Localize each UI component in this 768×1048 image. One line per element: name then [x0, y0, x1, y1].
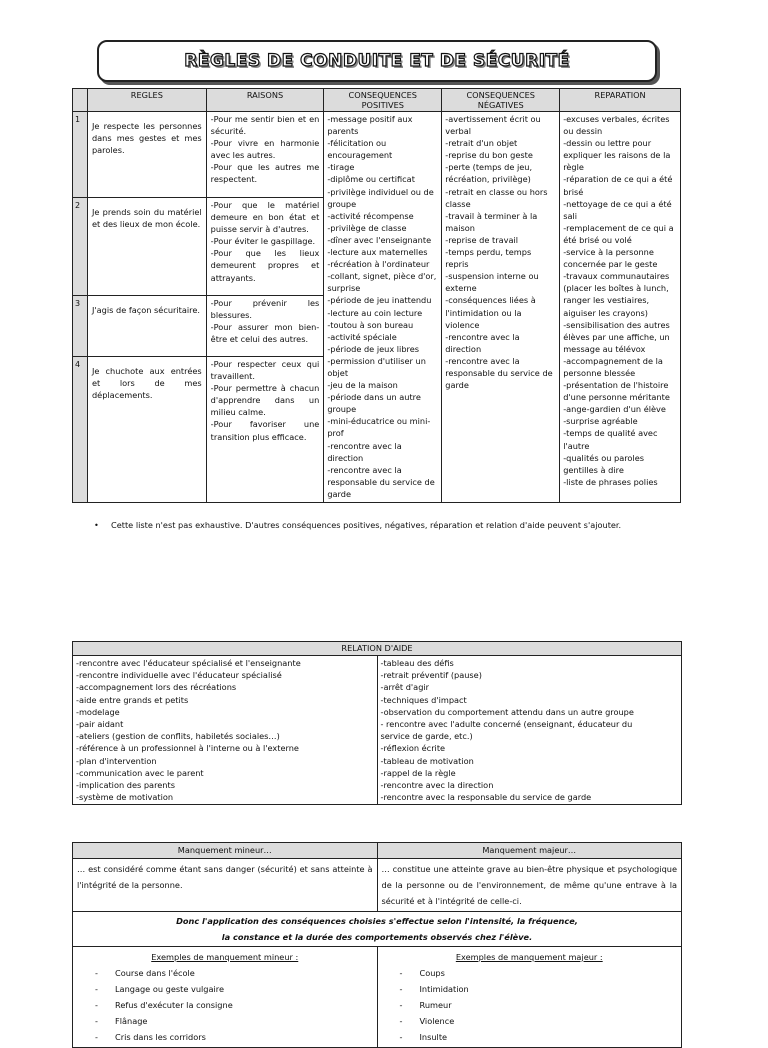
list-item: verbal — [445, 126, 471, 137]
list-item: responsable du service de — [445, 367, 553, 378]
example-item — [77, 965, 373, 981]
rule-reasons — [206, 296, 324, 357]
list-item: -rappel de la règle — [380, 767, 456, 778]
header-raisons: RAISONS — [206, 89, 324, 112]
rule-number: 1 — [73, 112, 88, 198]
example-item — [382, 981, 678, 997]
rule-row-1 — [73, 112, 681, 198]
list-item: -retrait d'un objet — [445, 138, 518, 149]
dash-icon: - — [399, 1016, 403, 1026]
list-item: service de garde, etc.) — [380, 731, 473, 742]
list-item: -retrait en classe ou hors — [445, 186, 548, 197]
example-text: Refus d'exécuter la consigne — [115, 1000, 233, 1010]
list-item: garde — [445, 380, 469, 391]
dash-icon: - — [399, 968, 403, 978]
major-definition: … constitue une atteinte grave au bien-être physique et psychologique de la personne ou de l'environnement, de même qu'une entrave à la sécurité et à l'intégrité de celle-ci. — [377, 859, 682, 912]
list-item: repris — [445, 259, 469, 270]
list-item: -travail à terminer à la — [445, 210, 538, 221]
reason-line: -Pour respecter ceux qui travaillent. — [210, 359, 320, 382]
list-item: -jeu de la maison — [327, 380, 398, 391]
relation-aide-header: RELATION D'AIDE — [73, 642, 682, 656]
list-item: l'autre — [563, 440, 590, 451]
reason-line: -Pour que les lieux demeurent propres et attrayants. — [210, 248, 320, 283]
exhaustive-note — [94, 518, 684, 533]
list-item: -plan d'intervention — [76, 755, 157, 766]
title-banner — [97, 40, 657, 82]
list-item: -temps perdu, temps — [445, 247, 532, 258]
list-item: -permission d'utiliser un — [327, 355, 426, 366]
example-item — [77, 997, 373, 1013]
list-item: -qualités ou paroles — [563, 452, 644, 463]
list-item: direction — [445, 343, 482, 354]
example-item — [382, 965, 678, 981]
list-item: -message positif aux — [327, 114, 413, 124]
list-item: sali — [563, 210, 578, 221]
rule-number: 3 — [73, 296, 88, 357]
example-text: Coups — [419, 968, 445, 978]
major-examples — [377, 947, 682, 1048]
list-item: -implication des parents — [76, 780, 175, 791]
list-item: -diplôme ou certificat — [327, 174, 415, 185]
list-item: -dîner avec l'enseignante — [327, 234, 432, 245]
rule-text: Je chuchote aux entrées et lors de mes déplacements. — [87, 357, 206, 503]
list-item: -collant, signet, pièce d'or, — [327, 271, 437, 282]
list-item: -mini-éducatrice ou mini- — [327, 416, 431, 427]
list-item: parents — [327, 126, 359, 137]
list-item: -rencontre individuelle avec l'éducateur spécialisé — [76, 670, 282, 681]
header-negatives: CONSEQUENCES NÉGATIVES — [442, 89, 560, 112]
list-item: externe — [445, 283, 477, 294]
list-item: -rencontre avec la responsable du service de garde — [380, 792, 592, 803]
list-item: -avertissement écrit ou — [445, 114, 541, 124]
list-item: - rencontre avec l'adulte concerné (enseignant, éducateur du — [380, 719, 633, 730]
rules-header-row — [73, 89, 681, 112]
list-item: -suspension interne ou — [445, 271, 539, 282]
dash-icon: - — [399, 1032, 403, 1042]
example-text: Course dans l'école — [115, 968, 195, 978]
rule-reasons — [206, 198, 324, 296]
list-item: -félicitation ou — [327, 138, 387, 149]
list-item: récréation, privilège) — [445, 174, 531, 185]
major-header: Manquement majeur… — [377, 843, 682, 859]
list-item: encouragement — [327, 150, 393, 161]
list-item: -nettoyage de ce qui a été — [563, 198, 672, 209]
list-item: surprise — [327, 283, 361, 294]
list-item: -récréation à l'ordinateur — [327, 259, 430, 270]
reparation-list — [560, 112, 681, 503]
list-item: -reprise de travail — [445, 234, 519, 245]
list-item: -lecture aux maternelles — [327, 247, 428, 258]
list-item: -arrêt d'agir — [380, 682, 430, 693]
list-item: -reprise du bon geste — [445, 150, 533, 161]
minor-examples-heading: Exemples de manquement mineur : — [151, 952, 299, 962]
list-item: -liste de phrases polies — [563, 476, 658, 487]
list-item: -tableau des défis — [380, 658, 454, 668]
list-item: groupe — [327, 404, 357, 415]
rules-table — [72, 88, 681, 503]
list-item: -période de jeu inattendu — [327, 295, 432, 306]
list-item: groupe — [327, 198, 357, 209]
list-item: -ateliers (gestion de conflits, habiletés sociales…) — [76, 731, 280, 742]
list-item: -conséquences liées à — [445, 295, 536, 306]
list-item: -réparation de ce qui a été — [563, 174, 673, 185]
relation-aide-table — [72, 641, 682, 805]
list-item: -accompagnement de la — [563, 355, 663, 366]
list-item: -période dans un autre — [327, 392, 421, 403]
list-item: -retrait préventif (pause) — [380, 670, 482, 681]
dash-icon: - — [95, 984, 98, 994]
reason-line: -Pour me sentir bien et en sécurité. — [210, 114, 320, 137]
dash-icon: - — [399, 1000, 403, 1010]
list-item: -service à la personne — [563, 247, 654, 258]
major-examples-heading: Exemples de manquement majeur : — [455, 952, 603, 962]
list-item: objet — [327, 367, 349, 378]
list-item: -remplacement de ce qui a — [563, 222, 674, 233]
list-item: violence — [445, 319, 480, 330]
list-item: prof — [327, 428, 344, 439]
dash-icon: - — [95, 1016, 98, 1026]
header-reparation: REPARATION — [560, 89, 681, 112]
reason-line: -Pour vivre en harmonie avec les autres. — [210, 138, 320, 161]
list-item: -perte (temps de jeu, — [445, 162, 533, 173]
list-item: -rencontre avec la — [327, 440, 402, 451]
list-item: l'intimidation ou la — [445, 307, 522, 318]
note-text: Cette liste n'est pas exhaustive. D'autres conséquences positives, négatives, réparation et relation d'aide peuvent s'ajouter. — [111, 520, 622, 530]
header-regles: REGLES — [87, 89, 206, 112]
reason-line: -Pour prévenir les blessures. — [210, 298, 320, 321]
header-positives: CONSEQUENCES POSITIVES — [324, 89, 442, 112]
example-item — [382, 997, 678, 1013]
relation-aide-right — [377, 656, 682, 805]
dash-icon: - — [95, 1000, 98, 1010]
example-text: Intimidation — [419, 984, 469, 994]
list-item: -activité spéciale — [327, 331, 397, 342]
rule-text: J'agis de façon sécuritaire. — [87, 296, 206, 357]
example-text: Violence — [419, 1016, 455, 1026]
list-item: -aide entre grands et petits — [76, 694, 189, 705]
list-item: -observation du comportement attendu dans un autre groupe — [380, 706, 634, 717]
list-item: classe — [445, 198, 471, 209]
list-item: -système de motivation — [76, 792, 174, 803]
example-item — [77, 1029, 373, 1045]
list-item: -activité récompense — [327, 210, 414, 221]
minor-examples — [73, 947, 378, 1048]
list-item: -travaux communautaires — [563, 271, 670, 282]
list-item: maison — [445, 222, 475, 233]
list-item: été brisé ou volé — [563, 234, 632, 245]
list-item: brisé — [563, 186, 584, 197]
list-item: -rencontre avec la — [445, 355, 520, 366]
list-item: -accompagnement lors des récréations — [76, 682, 237, 693]
example-text: Flânage — [115, 1016, 148, 1026]
rule-number: 2 — [73, 198, 88, 296]
relation-aide-left — [73, 656, 378, 805]
list-item: expliquer les raisons de la — [563, 150, 671, 161]
list-item: -privilège de classe — [327, 222, 407, 233]
reason-line: -Pour éviter le gaspillage. — [210, 236, 316, 247]
reason-line: -Pour favoriser une transition plus efficace. — [210, 419, 320, 442]
example-item — [382, 1029, 678, 1045]
dash-icon: - — [95, 968, 98, 978]
minor-definition: … est considéré comme étant sans danger (sécurité) et sans atteinte à l'intégrité de la personne. — [73, 859, 378, 912]
list-item: ou dessin — [563, 126, 603, 137]
list-item: direction — [327, 452, 364, 463]
list-item: message au télévox — [563, 343, 646, 354]
list-item: -lecture au coin lecture — [327, 307, 423, 318]
reason-line: -Pour permettre à chacun d'apprendre dans un milieu calme. — [210, 383, 320, 418]
list-item: ranger les vestiaires, — [563, 295, 650, 306]
list-item: -ange-gardien d'un élève — [563, 404, 666, 415]
number-header — [73, 89, 88, 112]
list-item: d'une personne méritante — [563, 392, 670, 403]
list-item: -excuses verbales, écrites — [563, 114, 670, 124]
list-item: (placer les boîtes à lunch, — [563, 283, 669, 294]
list-item: -rencontre avec l'éducateur spécialisé et l'enseignante — [76, 658, 301, 668]
list-item: -toutou à son bureau — [327, 319, 414, 330]
list-item: -dessin ou lettre pour — [563, 138, 652, 149]
manquement-table — [72, 842, 682, 1048]
list-item: personne blessée — [563, 367, 636, 378]
minor-header: Manquement mineur… — [73, 843, 378, 859]
list-item: -tirage — [327, 162, 355, 173]
example-text: Rumeur — [419, 1000, 452, 1010]
list-item: -rencontre avec la — [445, 331, 520, 342]
list-item: -sensibilisation des autres — [563, 319, 670, 330]
example-text: Insulte — [419, 1032, 448, 1042]
negative-consequences — [442, 112, 560, 503]
list-item: -réflexion écrite — [380, 743, 446, 754]
list-item: concernée par le geste — [563, 259, 658, 270]
list-item: -tableau de motivation — [380, 755, 474, 766]
example-item — [77, 1013, 373, 1029]
list-item: -rencontre avec la — [327, 464, 402, 475]
application-note: Donc l'application des conséquences choisies s'effectue selon l'intensité, la fréquence, la constance et la durée des comportements observés chez l'élève. — [73, 912, 682, 947]
rule-reasons — [206, 112, 324, 198]
list-item: garde — [327, 488, 351, 499]
positive-consequences — [324, 112, 442, 503]
reason-line: -Pour que les autres me respectent. — [210, 162, 320, 185]
rule-reasons — [206, 357, 324, 503]
list-item: -présentation de l'histoire — [563, 380, 669, 391]
page-title: RÈGLES DE CONDUITE ET DE SÉCURITÉ — [184, 50, 570, 71]
list-item: aiguiser les crayons) — [563, 307, 648, 318]
reason-line: -Pour assurer mon bien-être et celui des autres. — [210, 322, 320, 345]
list-item: -pair aidant — [76, 719, 124, 730]
list-item: règle — [563, 162, 584, 173]
rule-text: Je respecte les personnes dans mes gestes et mes paroles. — [87, 112, 206, 198]
list-item: -surprise agréable — [563, 416, 638, 427]
list-item: -temps de qualité avec — [563, 428, 658, 439]
list-item: -privilège individuel ou de — [327, 186, 434, 197]
list-item: gentilles à dire — [563, 464, 624, 475]
list-item: -communication avec le parent — [76, 767, 204, 778]
reason-line: -Pour que le matériel demeure en bon état et puisse servir à d'autres. — [210, 200, 320, 235]
list-item: élèves par une affiche, un — [563, 331, 670, 342]
bullet-icon: • — [94, 520, 99, 530]
list-item: -modelage — [76, 706, 120, 717]
dash-icon: - — [95, 1032, 98, 1042]
list-item: -rencontre avec la direction — [380, 780, 494, 791]
example-text: Langage ou geste vulgaire — [115, 984, 224, 994]
list-item: -période de jeux libres — [327, 343, 420, 354]
list-item: -techniques d'impact — [380, 694, 467, 705]
example-item — [77, 981, 373, 997]
list-item: -référence à un professionnel à l'interne ou à l'externe — [76, 743, 299, 754]
example-text: Cris dans les corridors — [115, 1032, 206, 1042]
dash-icon: - — [399, 984, 403, 994]
rule-number: 4 — [73, 357, 88, 503]
rule-text: Je prends soin du matériel et des lieux de mon école. — [87, 198, 206, 296]
example-item — [382, 1013, 678, 1029]
list-item: responsable du service de — [327, 476, 435, 487]
